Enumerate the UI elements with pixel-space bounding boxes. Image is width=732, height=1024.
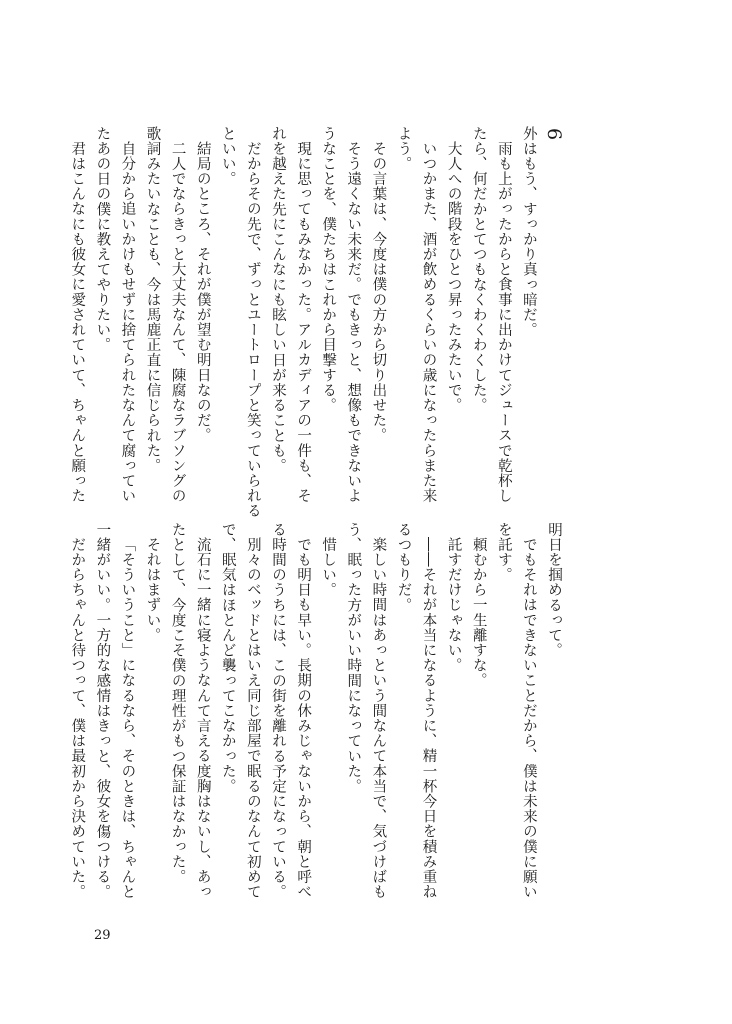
chapter-number: 6 bbox=[543, 128, 565, 141]
lower-text-line: 流石に一緒に寝ようなんて言える度胸はないし、あっ bbox=[194, 536, 211, 899]
upper-text-line: いつかまた、酒が飲めるくらいの歳になったらまた来 bbox=[420, 140, 437, 503]
lower-text-line: 別々のベッドとはいえ同じ部屋で眠るのなんて初めて bbox=[244, 536, 261, 899]
lower-text-line: 楽しい時間はあっという間なんて本当で、気づけばも bbox=[370, 536, 387, 899]
upper-text-line: 外はもう、すっかり真っ暗だ。 bbox=[520, 126, 537, 338]
upper-text-line: といい。 bbox=[219, 126, 236, 187]
lower-text-line: 惜しい。 bbox=[320, 536, 337, 597]
lower-text-line: う、眠った方がいい時間になっていた。 bbox=[345, 522, 362, 794]
upper-text-line: れを越えた先にこんなにも眩しい日が来ることも。 bbox=[269, 126, 286, 474]
upper-text-line: 結局のところ、それが僕が望む明日なのだ。 bbox=[194, 140, 211, 443]
upper-text-block bbox=[69, 126, 566, 518]
lower-text-line: るつもりだ。 bbox=[395, 522, 412, 613]
lower-text-line: だからちゃんと待つって、僕は最初から決めていた。 bbox=[69, 536, 86, 899]
upper-text-line: 二人でならきっと大丈夫なんて、陳腐なラブソングの bbox=[169, 140, 186, 503]
page-number: 29 bbox=[94, 928, 111, 943]
lower-text-line: たとして、今度こそ僕の理性がもつ保証はなかった。 bbox=[169, 522, 186, 885]
upper-text-line: 君はこんなにも彼女に愛されていて、ちゃんと願った bbox=[69, 140, 86, 503]
lower-text-line: を託す。 bbox=[495, 522, 512, 583]
upper-text-line: たあの日の僕に教えてやりたい。 bbox=[94, 126, 111, 353]
lower-text-line: それはまずい。 bbox=[144, 536, 161, 643]
upper-text-line: 雨も上がったからと食事に出かけてジュースで乾杯し bbox=[495, 140, 512, 503]
upper-text-line: うなことを、僕たちはこれから目撃する。 bbox=[320, 126, 337, 413]
upper-text-line: だからその先で、ずっとユートロープと笑っていられる bbox=[244, 140, 261, 518]
lower-text-line: 頼むから一生離すな。 bbox=[470, 536, 487, 688]
lower-text-line: で、眠気はほとんど襲ってこなかった。 bbox=[219, 522, 236, 794]
lower-text-line: ――それが本当になるように、精一杯今日を積み重ね bbox=[420, 536, 437, 899]
upper-text-line: 歌詞みたいなことも、今は馬鹿正直に信じられた。 bbox=[144, 126, 161, 474]
lower-text-line: でも明日も早い。長期の休みじゃないから、朝と呼べ bbox=[295, 536, 312, 899]
lower-text-line: 「そういうこと」になるなら、そのときは、ちゃんと bbox=[119, 536, 136, 899]
lower-text-line: 託すだけじゃない。 bbox=[445, 536, 462, 673]
lower-text-line: 明日を掴めるって。 bbox=[546, 522, 562, 658]
lower-text-line: る時間のうちには、この街を離れる予定になっている。 bbox=[269, 522, 286, 900]
lower-text-line: でもそれはできないことだから、僕は未来の僕に願い bbox=[520, 536, 537, 899]
upper-text-line: 現に思ってもみなかった。アルカディアの一件も、そ bbox=[295, 140, 312, 503]
upper-text-line: その言葉は、今度は僕の方から切り出せた。 bbox=[370, 140, 387, 443]
upper-text-line: 自分から追いかけもせずに捨てられたなんて腐ってい bbox=[119, 140, 136, 503]
upper-text-line: 大人への階段をひとつ昇ったみたいで。 bbox=[445, 140, 462, 413]
upper-text-line: よう。 bbox=[395, 126, 412, 172]
upper-text-line: そう遠くない未来だ。でもきっと、想像もできないよ bbox=[345, 140, 362, 503]
lower-text-block bbox=[69, 522, 566, 902]
lower-text-line: 一緒がいい。一方的な感情はきっと、彼女を傷つける。 bbox=[94, 522, 111, 900]
upper-text-line: たら、何だかとてつもなくわくわくした。 bbox=[470, 126, 487, 413]
